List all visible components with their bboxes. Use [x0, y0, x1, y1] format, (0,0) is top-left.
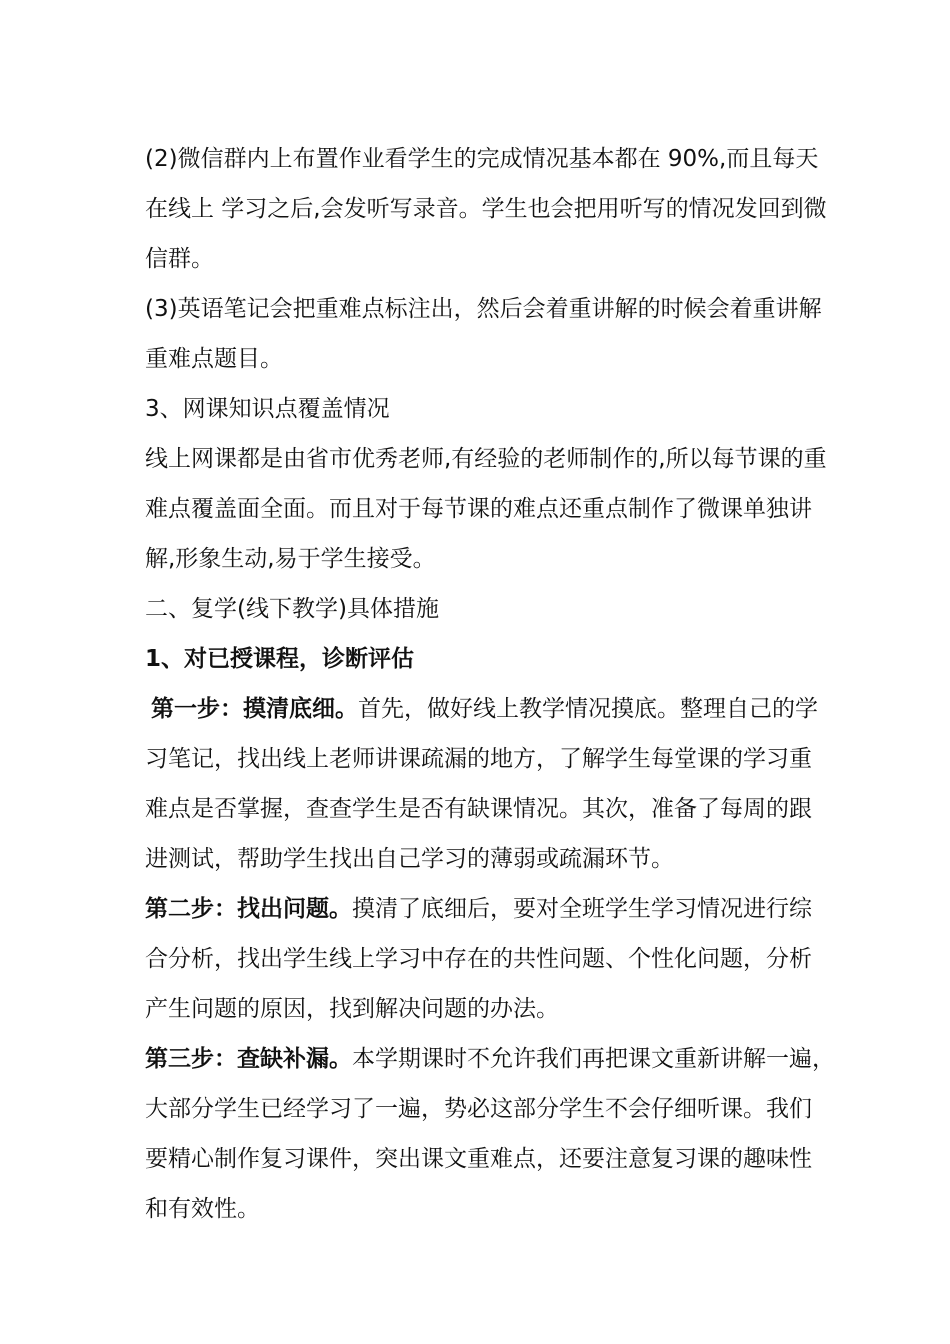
text-line: 信群。: [145, 246, 214, 272]
text-line: 在线上 学习之后,会发听写录音。学生也会把用听写的情况发回到微: [145, 196, 827, 222]
text-line: 难点覆盖面全面。而且对于每节课的难点还重点制作了微课单独讲: [145, 496, 812, 522]
paragraph-step-three: [145, 1034, 835, 1234]
section-heading: 二、复学(线下教学)具体措施: [145, 596, 439, 622]
step-lead: 第三步：查缺补漏。: [145, 1046, 352, 1072]
text-line: 大部分学生已经学习了一遍，势必这部分学生不会仔细听课。我们: [145, 1096, 812, 1122]
text-line: (3)英语笔记会把重难点标注出，然后会着重讲解的时候会着重讲解: [145, 296, 822, 322]
text-line: 习笔记，找出线上老师讲课疏漏的地方，了解学生每堂课的学习重: [145, 746, 812, 772]
text-line: 线上网课都是由省市优秀老师,有经验的老师制作的,所以每节课的重: [145, 446, 827, 472]
step-lead: 第二步：找出问题。: [145, 896, 352, 922]
text-line: 和有效性。: [145, 1196, 260, 1222]
paragraph-online-course: [145, 434, 827, 584]
text-line: 重难点题目。: [145, 346, 283, 372]
text-line: [145, 684, 818, 734]
step-lead: 第一步：摸清底细。: [151, 696, 358, 722]
step-text: 首先，做好线上教学情况摸底。整理自己的学: [358, 696, 818, 722]
heading-diagnosis: [145, 634, 810, 684]
text-line: 解,形象生动,易于学生接受。: [145, 546, 436, 572]
heading-section-two: [145, 584, 810, 634]
section-heading: 3、网课知识点覆盖情况: [145, 396, 390, 422]
text-line: 要精心制作复习课件，突出课文重难点，还要注意复习课的趣味性: [145, 1146, 812, 1172]
paragraph-step-one: [145, 684, 818, 884]
text-line: (2)微信群内上布置作业看学生的完成情况基本都在 90%,而且每天: [145, 146, 819, 172]
text-line: [145, 884, 810, 934]
text-line: 进测试，帮助学生找出自己学习的薄弱或疏漏环节。: [145, 846, 674, 872]
step-text: 摸清了底细后，要对全班学生学习情况进行综: [352, 896, 812, 922]
text-line: [145, 1034, 835, 1084]
paragraph-step-two: [145, 884, 810, 1034]
text-line: 产生问题的原因，找到解决问题的办法。: [145, 996, 559, 1022]
document-page: [145, 134, 835, 1234]
step-text: 本学期课时不允许我们再把课文重新讲解一遍，: [352, 1046, 835, 1072]
paragraph-wechat-homework: [145, 134, 827, 284]
heading-coverage: [145, 384, 810, 434]
paragraph-english-notes: [145, 284, 822, 384]
text-line: 合分析，找出学生线上学习中存在的共性问题、个性化问题，分析: [145, 946, 812, 972]
subsection-heading: 1、对已授课程，诊断评估: [145, 646, 415, 672]
text-line: 难点是否掌握，查查学生是否有缺课情况。其次，准备了每周的跟: [145, 796, 812, 822]
